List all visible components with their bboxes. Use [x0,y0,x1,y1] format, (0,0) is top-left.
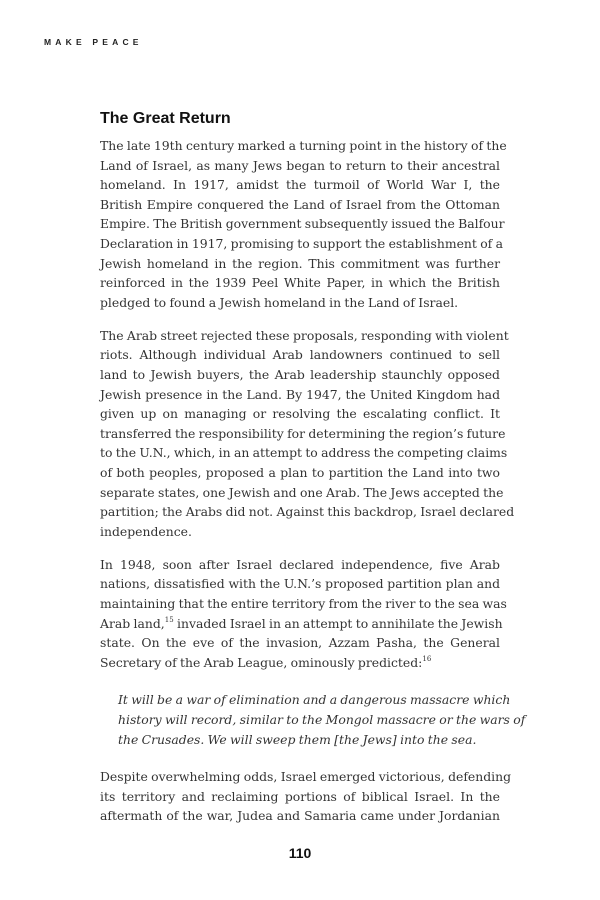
text-segment: to the U.N., which, in an attempt to address the competing claims [100,445,508,461]
text-line [100,254,500,274]
footnote-marker[interactable]: 15 [164,615,174,624]
text-line [100,273,500,293]
text-segment: It will be a war of elimination and a dangerous massacre which [118,692,511,708]
text-segment: of both peoples, proposed a plan to partition the Land into two [100,465,500,480]
text-line [118,710,526,730]
text-segment: the Crusades. We will sweep them [the Jews] into the sea. [118,731,477,747]
text-line [100,483,504,503]
text-segment: transferred the responsibility for determining the region’s future [100,425,506,441]
text-line [100,787,500,807]
text-line [100,136,507,156]
text-segment: independence. [100,523,192,539]
text-segment: given up on managing or resolving the escalating conflict. It [100,406,500,422]
text-segment: Secretary of the Arab League, ominously predicted: [100,654,423,670]
paragraph [100,767,512,826]
text-segment: partition; the Arabs did not. Against this backdrop, Israel declared [100,504,515,520]
page-number: 110 [288,845,312,861]
text-line [100,633,500,653]
text-segment: maintaining that the entire territory from the river to the sea was [100,596,507,612]
text-line [100,293,500,313]
text-segment: separate states, one Jewish and one Arab. The Jews accepted the [100,484,504,500]
text-segment: pledged to found a Jewish homeland in the Land of Israel. [100,294,459,310]
text-segment: its territory and reclaiming portions of biblical Israel. In the [100,788,500,804]
text-segment: In 1948, soon after Israel declared independence, five Arab [100,556,500,572]
text-segment: The Arab street rejected these proposals, responding with violent [100,327,509,343]
text-segment: British Empire conquered the Land of Israel from the Ottoman [100,196,500,212]
text-segment: state. On the eve of the invasion, Azzam Pasha, the General [100,635,500,651]
text-segment: Arab land, [100,615,165,631]
text-line [100,326,509,346]
text-line [100,156,500,176]
text-line [100,555,500,575]
body-text [100,136,526,840]
text-line [100,502,515,522]
text-segment: aftermath of the war, Judea and Samaria came under Jordanian [100,808,500,824]
paragraph [100,555,507,673]
block-quote [100,690,526,749]
text-line [100,767,512,787]
text-segment: land to Jewish buyers, the Arab leadership staunchly opposed [100,367,500,383]
text-line [118,730,500,750]
text-line [100,443,508,463]
running-header: MAKE PEACE [44,37,143,47]
text-segment: Empire. The British government subsequently issued the Balfour [100,216,505,232]
text-segment: Land of Israel, as many Jews began to return to their ancestral [100,157,500,173]
text-line [100,234,503,254]
paragraph [100,326,515,542]
text-segment: Declaration in 1917, promising to support the establishment of a [100,235,503,251]
text-line [100,345,500,365]
text-line [100,424,506,444]
text-segment: invaded Israel in an attempt to annihilate the Jewish [173,615,503,631]
text-segment: Despite overwhelming odds, Israel emerged victorious, defending [100,769,512,785]
footnote-marker[interactable]: 16 [422,654,432,663]
text-line [100,385,500,405]
text-segment: The late 19th century marked a turning point in the history of the [100,138,507,153]
text-line [100,404,500,424]
text-segment: nations, dissatisfied with the U.N.’s proposed partition plan and [100,576,500,592]
text-line [100,463,500,483]
text-line [100,175,500,195]
text-segment: history will record, similar to the Mongol massacre or the wars of [118,712,526,728]
text-line [100,522,500,542]
text-line [100,574,500,594]
text-line [100,214,505,234]
text-line [100,806,500,826]
text-line [100,594,507,614]
text-segment: Jewish presence in the Land. By 1947, the United Kingdom had [100,386,500,402]
section-heading: The Great Return [100,110,231,127]
text-segment: reinforced in the 1939 Peel White Paper, in which the British [100,275,500,291]
text-line [118,690,511,710]
paragraph [100,136,507,312]
text-segment: homeland. In 1917, amidst the turmoil of World War I, the [100,177,500,193]
text-segment: riots. Although individual Arab landowners continued to sell [100,347,500,363]
text-line [100,653,500,673]
text-line [100,614,503,634]
text-line [100,365,500,385]
text-line [100,195,500,215]
text-segment: Jewish homeland in the region. This commitment was further [100,255,500,271]
